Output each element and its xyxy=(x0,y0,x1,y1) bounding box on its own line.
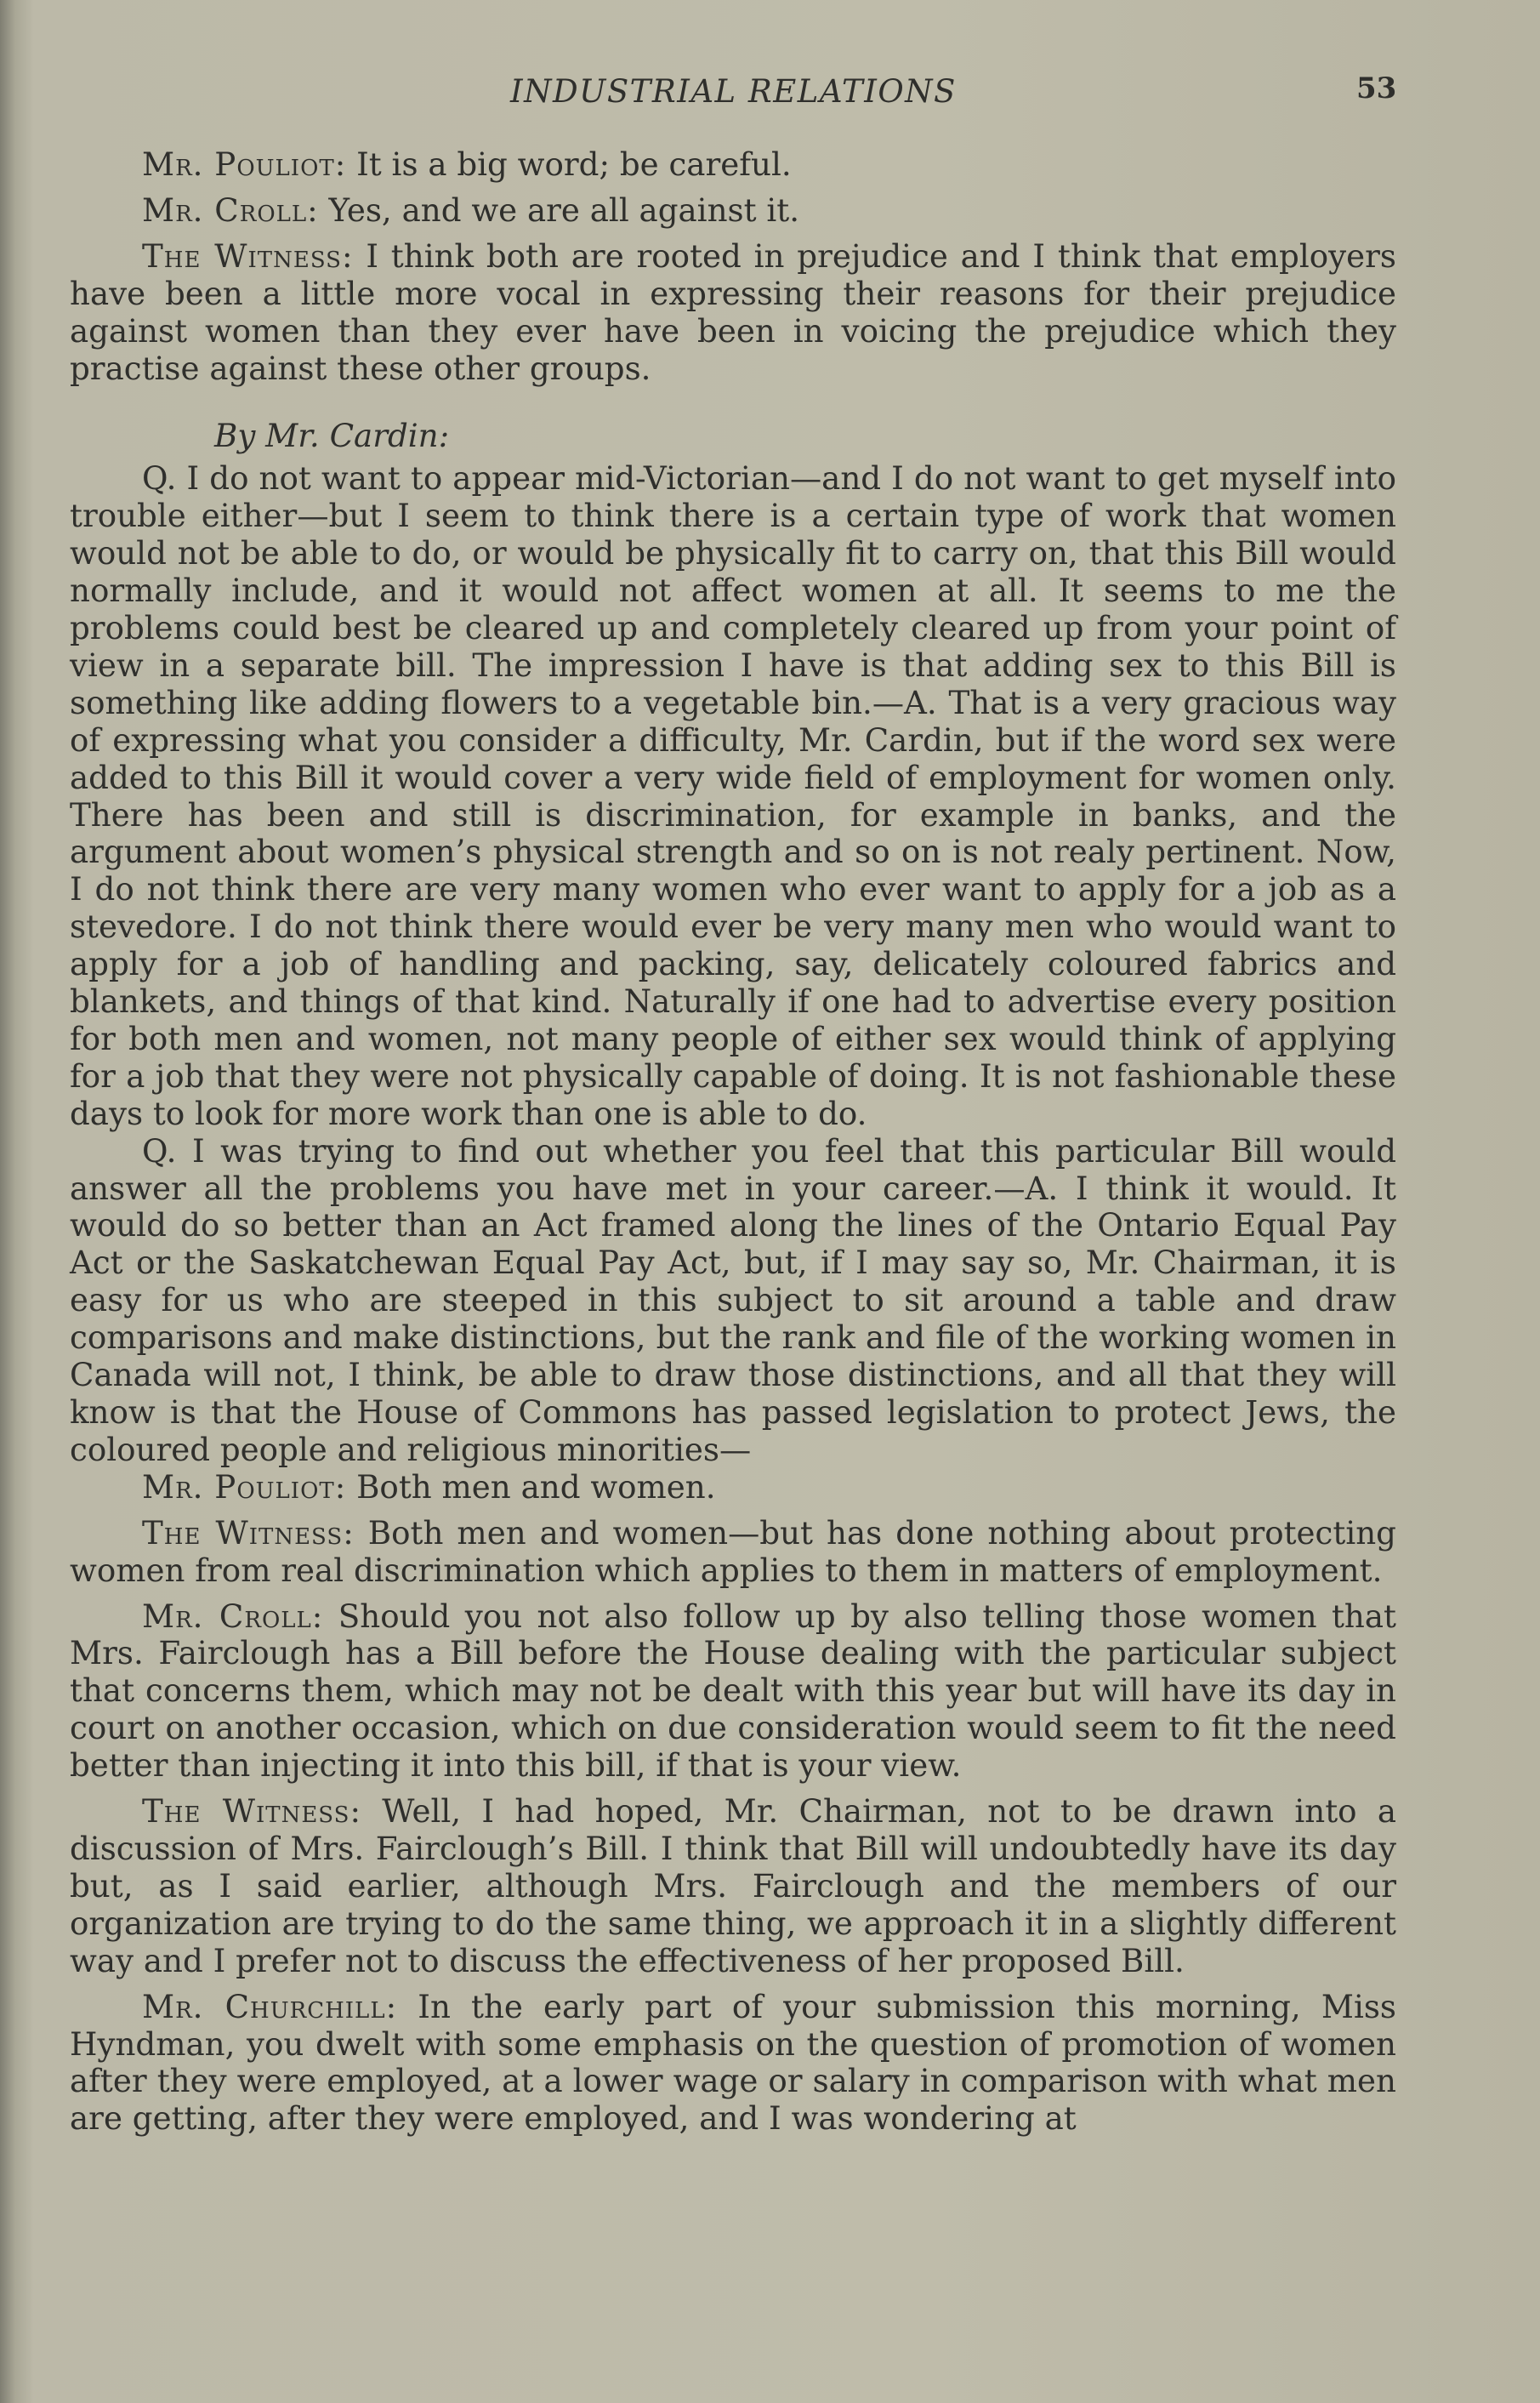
speaker-name: Mr. Croll: xyxy=(142,191,319,229)
paragraph-text: Yes, and we are all against it. xyxy=(318,191,800,229)
speaker-name: The Witness: xyxy=(142,1792,362,1831)
question-answer-paragraph xyxy=(70,1133,1396,1469)
page-number: 53 xyxy=(1356,71,1397,105)
speaker-name: Mr. Croll: xyxy=(142,1597,324,1635)
running-title: INDUSTRIAL RELATIONS xyxy=(510,73,957,110)
paragraph xyxy=(70,1515,1396,1590)
paragraph xyxy=(70,1793,1396,1980)
page-header xyxy=(0,68,1540,111)
speaker-name: Mr. Pouliot: xyxy=(142,145,347,183)
paragraph-text: Q. I do not want to appear mid-Victorian—and I do not want to get myself into trouble either—but I seem to think there is a certain type of work that women would not be able to do, or would be physically fit to carry on, that this Bill would normally include, and it would not affect women at all. It seems to me the problems could best be cleared up and completely cleared up from your point of view in a separate bill. The impression I have is that adding sex to this Bill is something like adding flowers to a vegetable bin.—A. That is a very gracious way of expressing what you consider a difficulty, Mr. Cardin, but if the word sex were added to this Bill it would cover a very wide field of employment for women only. There has been and still is discrimination, for example in banks, and the argument about women’s physical strength and so on is not realy pertinent. Now, I do not think there are very many women who ever want to apply for a job as a stevedore. I do not think there would ever be very many men who would want to apply for a job of handling and packing, say, delicately coloured fabrics and blankets, and things of that kind. Naturally if one had to advertise every position for both men and women, not many people of either sex would think of applying for a job that they were not physically capable of doing. It is not fashionable these days to look for more work than one is able to do. xyxy=(70,459,1396,1132)
paragraph-text: In the early part of your submission this morning, Miss Hyndman, you dwelt with some emphasis on the question of promotion of women after they were employed, at a lower wage or salary in comparison with what men are getting, after they were employed, and I was wondering at xyxy=(70,1987,1397,2138)
paragraph xyxy=(70,1989,1396,2138)
paragraph xyxy=(70,1598,1396,1785)
paragraph xyxy=(70,238,1396,388)
paragraph xyxy=(70,1469,1396,1506)
paragraph xyxy=(70,146,1396,184)
paragraph-text: Both men and women—but has done nothing about protecting women from real discrimination which applies to them in matters of employment. xyxy=(70,1513,1396,1589)
speaker-name: The Witness: xyxy=(142,236,354,275)
question-answer-paragraph xyxy=(70,460,1396,1132)
paragraph-text: Q. I was trying to find out whether you feel that this particular Bill would answer all the problems you have met in your career.—A. I think it would. It would do so better than an Act framed along the lines of the Ontario Equal Pay Act or the Saskatchewan Equal Pay Act, but, if I may say so, Mr. Chairman, it is easy for us who are steeped in this subject to sit around a table and draw comparisons and make distinctions, but the rank and file of the working women in Canada will not, I think, be able to draw those distinctions, and all that they will know is that the House of Commons has passed legislation to protect Jews, the coloured people and religious minorities— xyxy=(70,1131,1396,1468)
paragraph-text: It is a big word; be careful. xyxy=(346,145,792,183)
paragraph-text: Well, I had hoped, Mr. Chairman, not to be drawn into a discussion of Mrs. Fairclough’s Bill. I think that Bill will undoubtedly have its day but, as I said earlier, although Mrs. Fairclough and the members of our organization are trying to do the same thing, we approach it in a slightly different way and I prefer not to discuss the effectiveness of her proposed Bill. xyxy=(70,1792,1396,1979)
paragraph-text: Should you not also follow up by also telling those women that Mrs. Fairclough has a Bill before the House dealing with the particular subject that concerns them, which may not be dealt with this year but will have its day in court on another occasion, which on due consideration would seem to fit the need better than injecting it into this bill, if that is your view. xyxy=(70,1597,1396,1785)
body-text xyxy=(70,146,1396,2146)
speaker-name: Mr. Pouliot: xyxy=(142,1467,347,1506)
paragraph xyxy=(70,192,1396,230)
speaker-name: The Witness: xyxy=(142,1513,355,1552)
examiner-by-line: By Mr. Cardin: xyxy=(214,417,450,455)
paragraph-text: I think both are rooted in prejudice and I think that employers have been a little more vocal in expressing their reasons for their prejudice against women than they ever have been in voicing the prejudice which they practise against these other groups. xyxy=(70,236,1396,387)
speaker-name: Mr. Churchill: xyxy=(142,1987,398,2025)
paragraph-text: Both men and women. xyxy=(346,1467,716,1506)
